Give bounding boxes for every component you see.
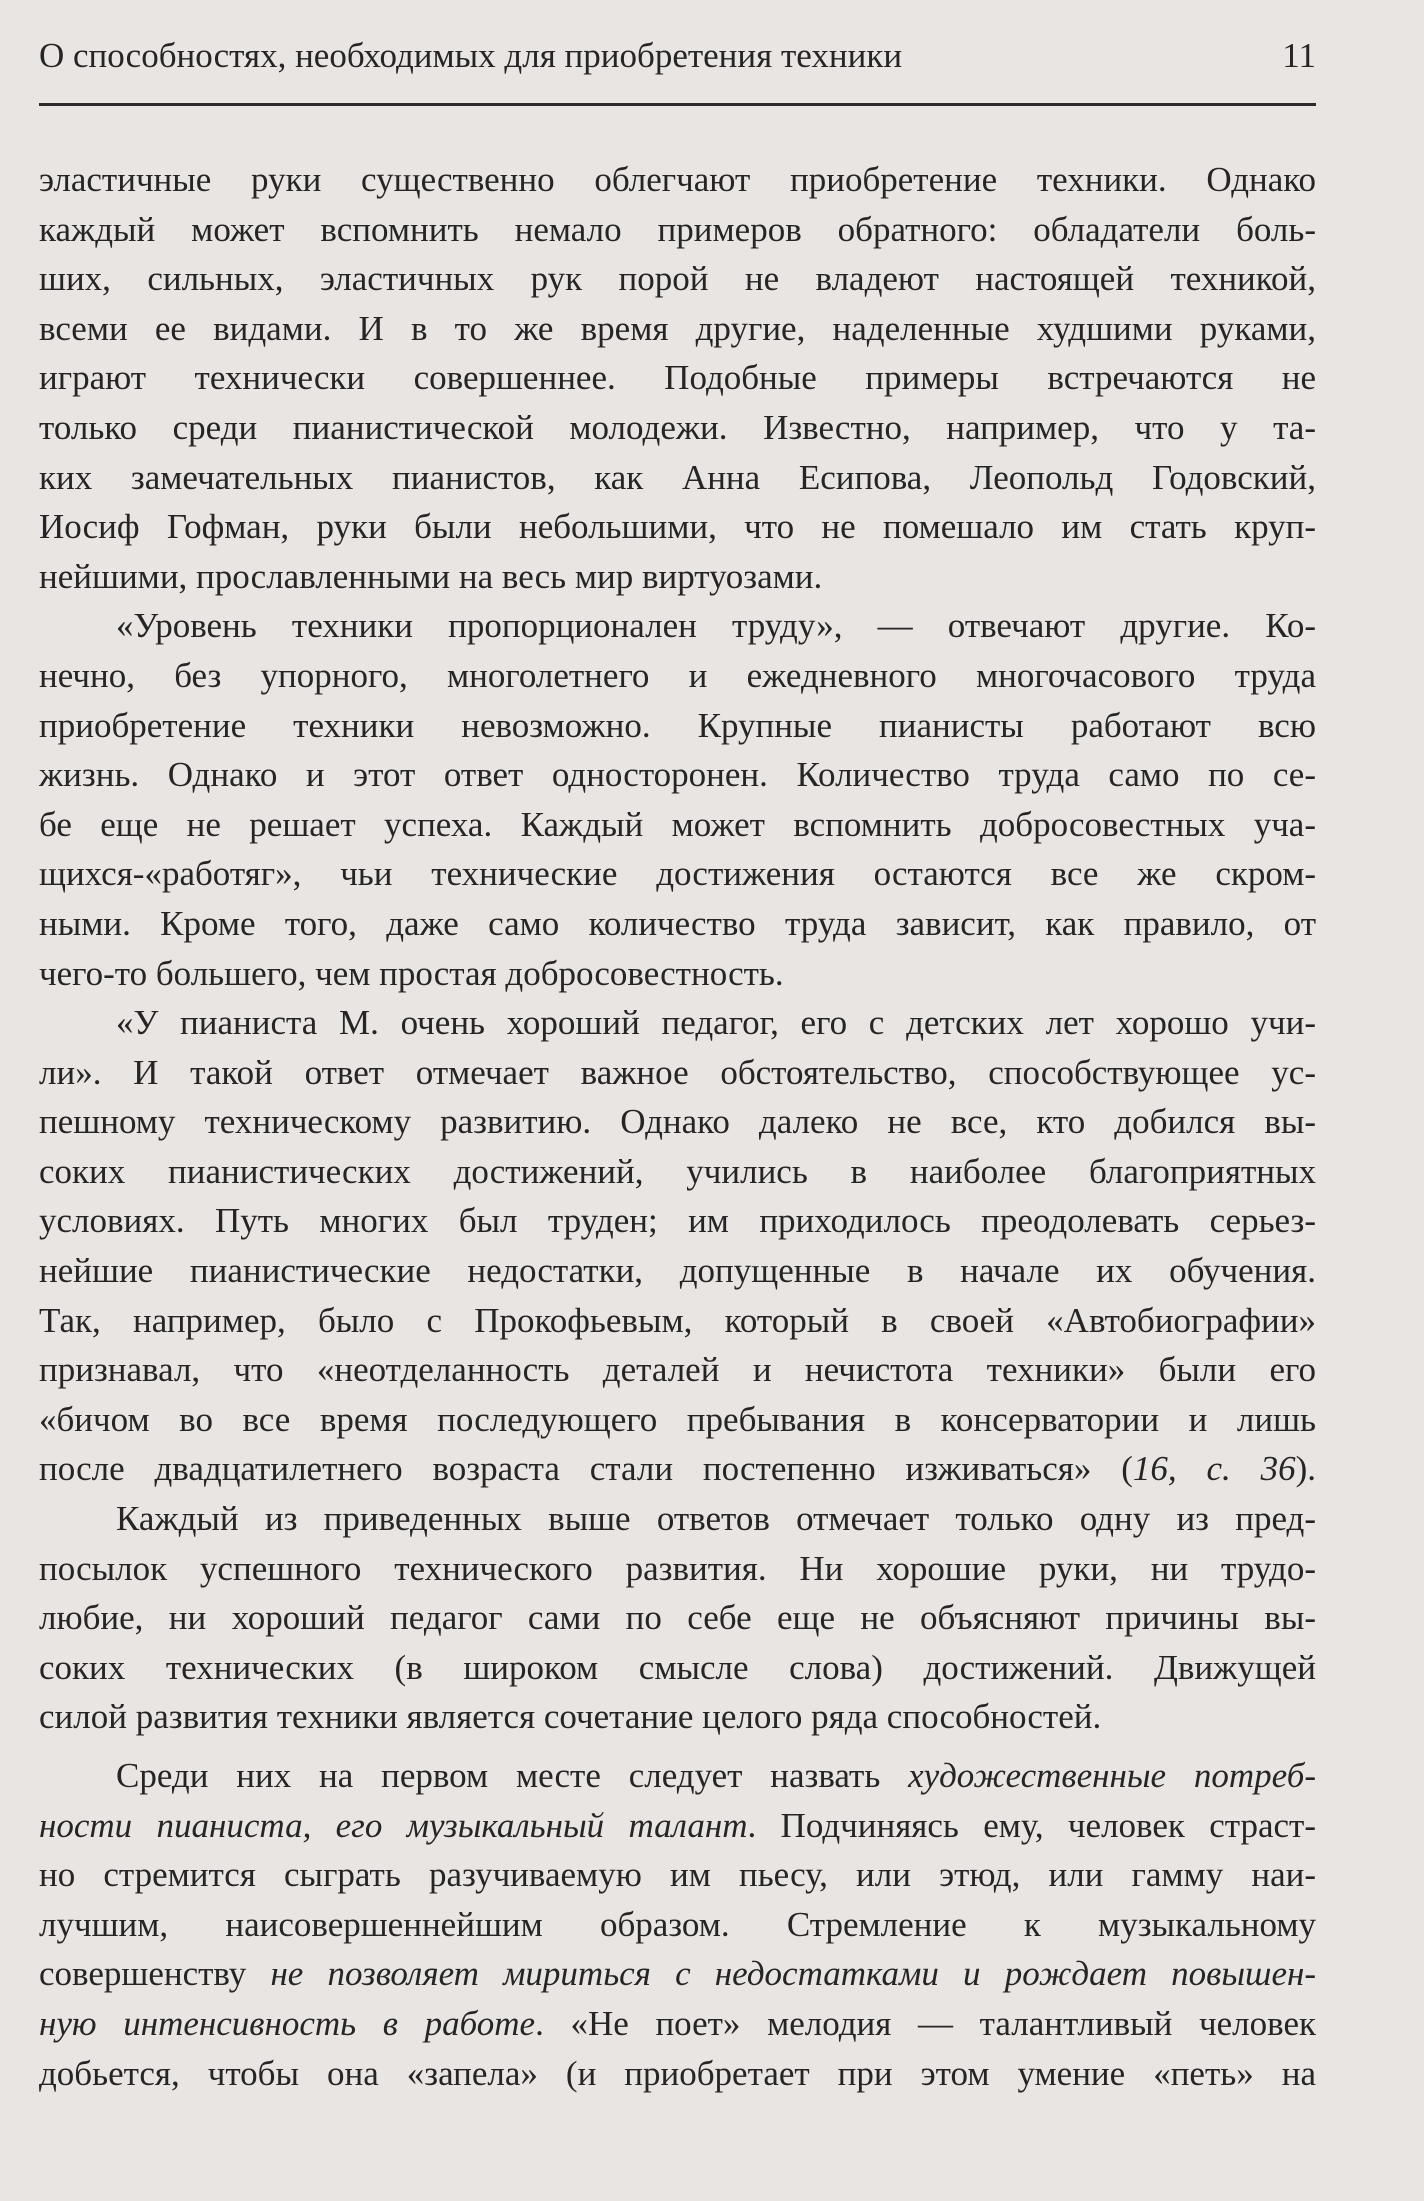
text: совершенству [39, 1954, 271, 1994]
text: бе еще не решает успеха. Каждый может вспомнить добросовестных уча- [39, 804, 1316, 844]
text: играют технически совершеннее. Подобные примеры встречаются не [39, 358, 1316, 398]
text-line [39, 1999, 1316, 2049]
text: ких замечательных пианистов, как Анна Есипова, Леопольд Годовский, [39, 457, 1316, 497]
text-line [39, 1345, 1316, 1395]
italic-text: не позволяет мириться с недостатками и рождает повышен- [270, 1954, 1317, 1994]
text: нейшими, прославленными на весь мир виртуозами. [39, 556, 823, 596]
text: силой развития техники является сочетание целого ряда способностей. [39, 1697, 1102, 1737]
paragraph [39, 601, 1316, 998]
text: нечно, без упорного, многолетнего и ежедневного многочасового труда [39, 655, 1316, 695]
text: жизнь. Однако и этот ответ односторонен. Количество труда само по се- [39, 755, 1316, 795]
text: соких пианистических достижений, учились в наиболее благоприятных [39, 1151, 1316, 1191]
text: эластичные руки существенно облегчают приобретение техники. Однако [39, 160, 1316, 199]
text-line [39, 1850, 1316, 1900]
text-line [39, 1395, 1316, 1445]
text-line [39, 1692, 1316, 1742]
text: «У пианиста М. очень хороший педагог, его с детских лет хорошо учи- [116, 1003, 1316, 1043]
text: но стремится сыграть разучиваемую им пьесу, или этюд, или гамму наи- [39, 1855, 1316, 1895]
text: ших, сильных, эластичных рук порой не владеют настоящей техникой, [39, 259, 1316, 299]
text-line [39, 1296, 1316, 1346]
text-line [39, 1494, 1316, 1544]
text-line [39, 1900, 1316, 1950]
text-line [39, 1801, 1316, 1851]
text: Среди них на первом месте следует назвать [116, 1756, 909, 1795]
italic-text: ности пианиста, его музыкальный талант [39, 1805, 748, 1845]
text-line [39, 1593, 1316, 1643]
running-header-title: О способностях, необходимых для приобретения техники [39, 36, 903, 75]
text: всеми ее видами. И в то же время другие, наделенные худшими руками, [39, 308, 1316, 348]
text: только среди пианистической молодежи. Известно, например, что у та- [39, 407, 1316, 447]
running-header [39, 36, 1316, 76]
text: Каждый из приведенных выше ответов отмечает только одну из пред- [116, 1499, 1316, 1539]
text-line [39, 800, 1316, 850]
text: условиях. Путь многих был труден; им приходилось преодолевать серьез- [39, 1201, 1316, 1241]
text-line [39, 1751, 1316, 1801]
text: признавал, что «неотделанность деталей и нечистота техники» были его [39, 1350, 1316, 1390]
text: ли». И такой ответ отмечает важное обстоятельство, способствующее ус- [39, 1052, 1316, 1092]
page-number: 11 [1282, 36, 1316, 75]
text-line [39, 502, 1316, 552]
text: любие, ни хороший педагог сами по себе еще не объясняют причины вы- [39, 1598, 1316, 1638]
text-line [39, 155, 1316, 205]
italic-text: художественные потреб- [908, 1756, 1316, 1795]
text-line [39, 1949, 1316, 1999]
text: пешному техническому развитию. Однако далеко не все, кто добился вы- [39, 1102, 1316, 1142]
text-line [39, 1147, 1316, 1197]
text-line [39, 453, 1316, 503]
text-line [39, 949, 1316, 999]
text-line [39, 601, 1316, 651]
text-line [39, 849, 1316, 899]
text: после двадцатилетнего возраста стали постепенно изживаться» ( [39, 1449, 1133, 1489]
text: Иосиф Гофман, руки были небольшими, что не помешало им стать круп- [39, 507, 1316, 547]
text-line [39, 1048, 1316, 1098]
text-line [39, 304, 1316, 354]
text: добьется, чтобы она «запела» (и приобретает при этом умение «петь» на [39, 2053, 1316, 2093]
text: приобретение техники невозможно. Крупные пианисты работают всю [39, 705, 1316, 745]
body-text [39, 155, 1316, 2098]
text-line [39, 1544, 1316, 1594]
text: ). [1295, 1449, 1316, 1489]
italic-text: 16, с. 36 [1132, 1449, 1296, 1489]
text-line [39, 205, 1316, 255]
text: щихся-«работяг», чьи технические достижения остаются все же скром- [39, 854, 1316, 894]
text-line [39, 651, 1316, 701]
paragraph [39, 155, 1316, 601]
header-rule [39, 103, 1316, 106]
text: соких технических (в широком смысле слова) достижений. Движущей [39, 1647, 1316, 1687]
text-line [39, 1444, 1316, 1494]
text: «Уровень техники пропорционален труду», — отвечают другие. Ко- [116, 606, 1316, 646]
text-line [39, 998, 1316, 1048]
text-line [39, 353, 1316, 403]
text: чего-то большего, чем простая добросовестность. [39, 953, 784, 993]
text: . «Не поет» мелодия — талантливый человек [535, 2003, 1316, 2043]
text-line [39, 701, 1316, 751]
paragraph [39, 1494, 1316, 1742]
text-line [39, 2049, 1316, 2099]
text-line [39, 899, 1316, 949]
text: лучшим, наисовершеннейшим образом. Стремление к музыкальному [39, 1904, 1316, 1944]
text-line [39, 403, 1316, 453]
text-line [39, 750, 1316, 800]
text: «бичом во все время последующего пребывания в консерватории и лишь [39, 1399, 1316, 1439]
text-line [39, 1196, 1316, 1246]
text: . Подчиняясь ему, человек страст- [747, 1805, 1316, 1845]
text: нейшие пианистические недостатки, допущенные в начале их обучения. [39, 1251, 1316, 1291]
text-line [39, 1097, 1316, 1147]
text: посылок успешного технического развития. Ни хорошие руки, ни трудо- [39, 1548, 1316, 1588]
text-line [39, 552, 1316, 602]
paragraph [39, 998, 1316, 1494]
text: ными. Кроме того, даже само количество труда зависит, как правило, от [39, 903, 1316, 943]
italic-text: ную интенсивность в работе [39, 2003, 536, 2043]
text-line [39, 1643, 1316, 1693]
text: каждый может вспомнить немало примеров обратного: обладатели боль- [39, 209, 1316, 249]
text: Так, например, было с Прокофьевым, который в своей «Автобиографии» [39, 1300, 1316, 1340]
paragraph [39, 1751, 1316, 2098]
text-line [39, 1246, 1316, 1296]
text-line [39, 254, 1316, 304]
